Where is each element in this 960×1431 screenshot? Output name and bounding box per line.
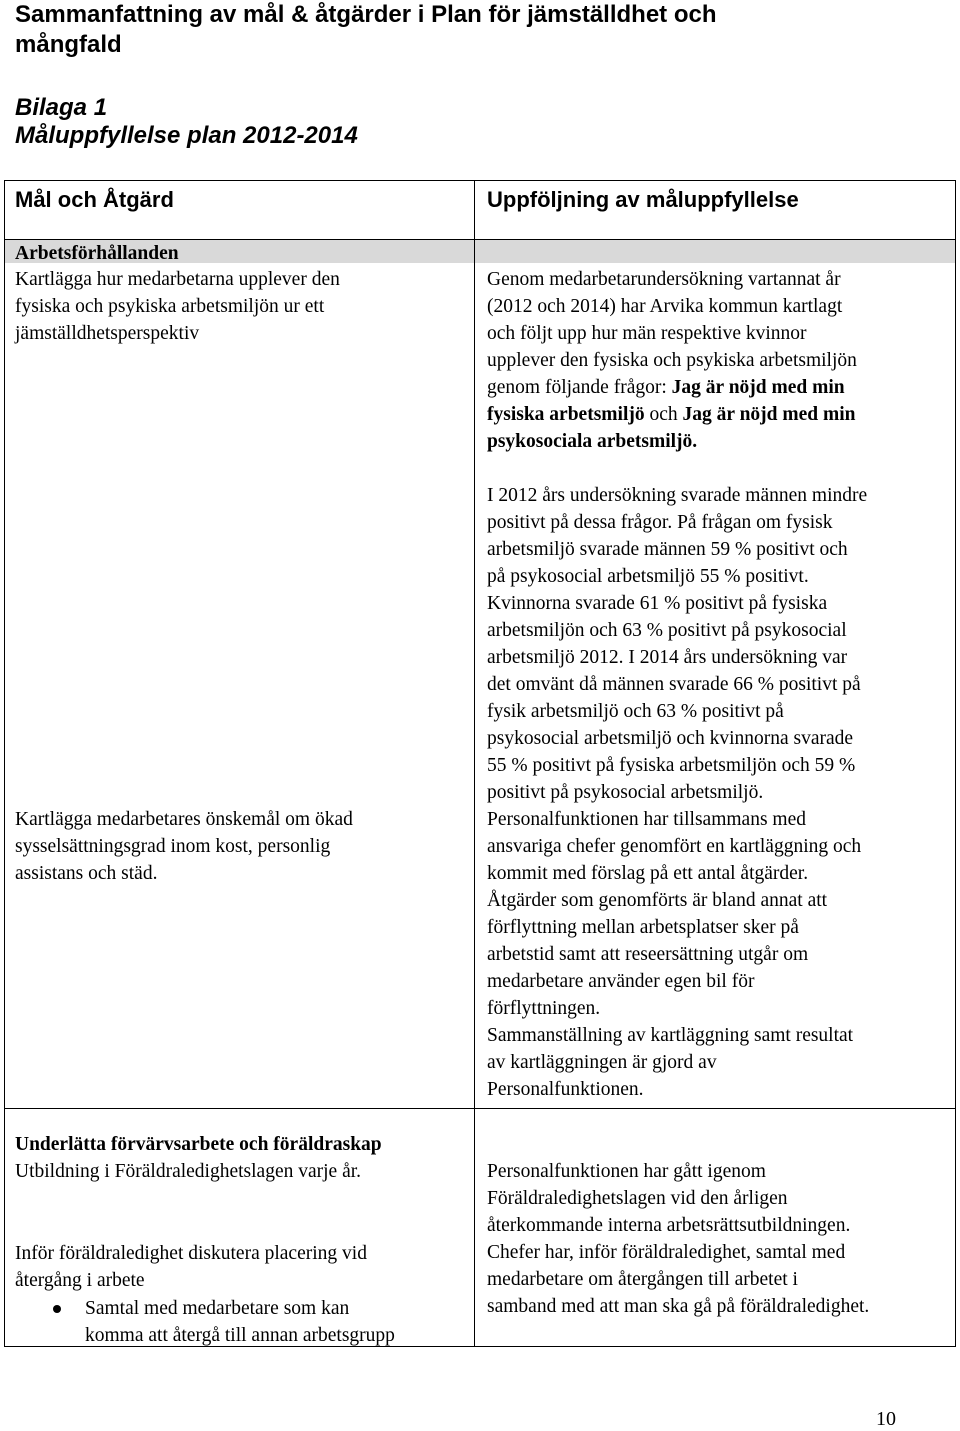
- followup-text: och: [644, 404, 683, 425]
- section-heading-working-conditions: Arbetsförhållanden: [15, 243, 179, 264]
- section-heading-parenthood: Underlätta förvärvsarbete och föräldraskap: [15, 1134, 382, 1155]
- table-column-divider: [474, 180, 475, 1347]
- followup-results: positivt på psykosocial arbetsmiljö.: [487, 782, 764, 803]
- followup-results: arbetsmiljön och 63 % positivt på psykosocial: [487, 620, 847, 641]
- column-header-followup: Uppföljning av måluppfyllelse: [487, 187, 799, 212]
- goal-text: Utbildning i Föräldraledighetslagen varje år.: [15, 1161, 362, 1182]
- followup-text: samband med att man ska gå på föräldraledighet.: [487, 1296, 870, 1317]
- goal-text: Inför föräldraledighet diskutera placering vid: [15, 1243, 367, 1264]
- goal-text: assistans och städ.: [15, 863, 158, 884]
- followup-text: genom följande frågor:: [487, 377, 672, 398]
- followup-results: I 2012 års undersökning svarade männen mindre: [487, 485, 868, 506]
- followup-text: arbetstid samt att reseersättning utgår om: [487, 944, 809, 965]
- survey-question-psychosocial: Jag är nöjd med min: [682, 404, 856, 425]
- survey-question-psychosocial: psykosociala arbetsmiljö.: [487, 431, 698, 452]
- document-title-line2: mångfald: [15, 31, 122, 58]
- followup-text: medarbetare om återgången till arbetet i: [487, 1269, 798, 1290]
- followup-results: Kvinnorna svarade 61 % positivt på fysiska: [487, 593, 828, 614]
- bullet-icon: [53, 1305, 61, 1313]
- followup-results: psykosocial arbetsmiljö och kvinnorna svarade: [487, 728, 854, 749]
- followup-text: Personalfunktionen har gått igenom: [487, 1161, 766, 1182]
- followup-results: positivt på dessa frågor. På frågan om fysisk: [487, 512, 833, 533]
- followup-results: arbetsmiljö svarade männen 59 % positivt och: [487, 539, 848, 560]
- followup-text: återkommande interna arbetsrättsutbildningen.: [487, 1215, 851, 1236]
- survey-question-physical: Jag är nöjd med min: [671, 377, 845, 398]
- followup-text: Personalfunktionen.: [487, 1079, 644, 1100]
- followup-results: på psykosocial arbetsmiljö 55 % positivt.: [487, 566, 809, 587]
- column-header-goal: Mål och Åtgärd: [15, 187, 174, 212]
- document-title: [15, 0, 875, 60]
- followup-text: medarbetare använder egen bil för: [487, 971, 755, 992]
- followup-text: (2012 och 2014) har Arvika kommun kartlagt: [487, 296, 843, 317]
- appendix-subtitle: Måluppfyllelse plan 2012-2014: [15, 122, 358, 149]
- bullet-text: Samtal med medarbetare som kan: [85, 1298, 350, 1319]
- followup-text: Sammanställning av kartläggning samt resultat: [487, 1025, 854, 1046]
- followup-results: arbetsmiljö 2012. I 2014 års undersökning var: [487, 647, 848, 668]
- followup-results: 55 % positivt på fysiska arbetsmiljön och 59 %: [487, 755, 856, 776]
- followup-results: det omvänt då männen svarade 66 % positivt på: [487, 674, 861, 695]
- bullet-text: komma att återgå till annan arbetsgrupp: [85, 1325, 395, 1346]
- followup-text: och följt upp hur män respektive kvinnor: [487, 323, 807, 344]
- followup-text: Personalfunktionen har tillsammans med: [487, 809, 806, 830]
- followup-survey-questions: [487, 375, 845, 402]
- survey-question-physical: fysiska arbetsmiljö: [487, 404, 645, 425]
- followup-text: Föräldraledighetslagen vid den årligen: [487, 1188, 788, 1209]
- goal-text: jämställdhetsperspektiv: [15, 323, 200, 344]
- followup-text: förflyttning mellan arbetsplatser sker på: [487, 917, 799, 938]
- followup-text: Genom medarbetarundersökning vartannat år: [487, 269, 841, 290]
- followup-text: ansvariga chefer genomfört en kartläggning och: [487, 836, 862, 857]
- followup-survey-questions: [487, 402, 856, 429]
- goal-text: sysselsättningsgrad inom kost, personlig: [15, 836, 331, 857]
- followup-text: upplever den fysiska och psykiska arbetsmiljön: [487, 350, 857, 371]
- goal-text: fysiska och psykiska arbetsmiljön ur ett: [15, 296, 325, 317]
- followup-text: förflyttningen.: [487, 998, 601, 1019]
- followup-text: Chefer har, inför föräldraledighet, samtal med: [487, 1242, 846, 1263]
- table-row-divider-section: [4, 1108, 956, 1109]
- appendix-label: Bilaga 1: [15, 94, 108, 121]
- goal-text: Kartlägga hur medarbetarna upplever den: [15, 269, 340, 290]
- goal-text: återgång i arbete: [15, 1270, 145, 1291]
- page-number: 10: [876, 1408, 896, 1430]
- followup-text: kommit med förslag på ett antal åtgärder.: [487, 863, 809, 884]
- followup-text: av kartläggningen är gjord av: [487, 1052, 717, 1073]
- goal-text: Kartlägga medarbetares önskemål om ökad: [15, 809, 353, 830]
- section-shading-followup: [475, 240, 955, 263]
- followup-text: Åtgärder som genomförts är bland annat att: [487, 890, 828, 911]
- followup-results: fysik arbetsmiljö och 63 % positivt på: [487, 701, 784, 722]
- document-title-line1: Sammanfattning av mål & åtgärder i Plan för jämställdhet och: [15, 1, 717, 28]
